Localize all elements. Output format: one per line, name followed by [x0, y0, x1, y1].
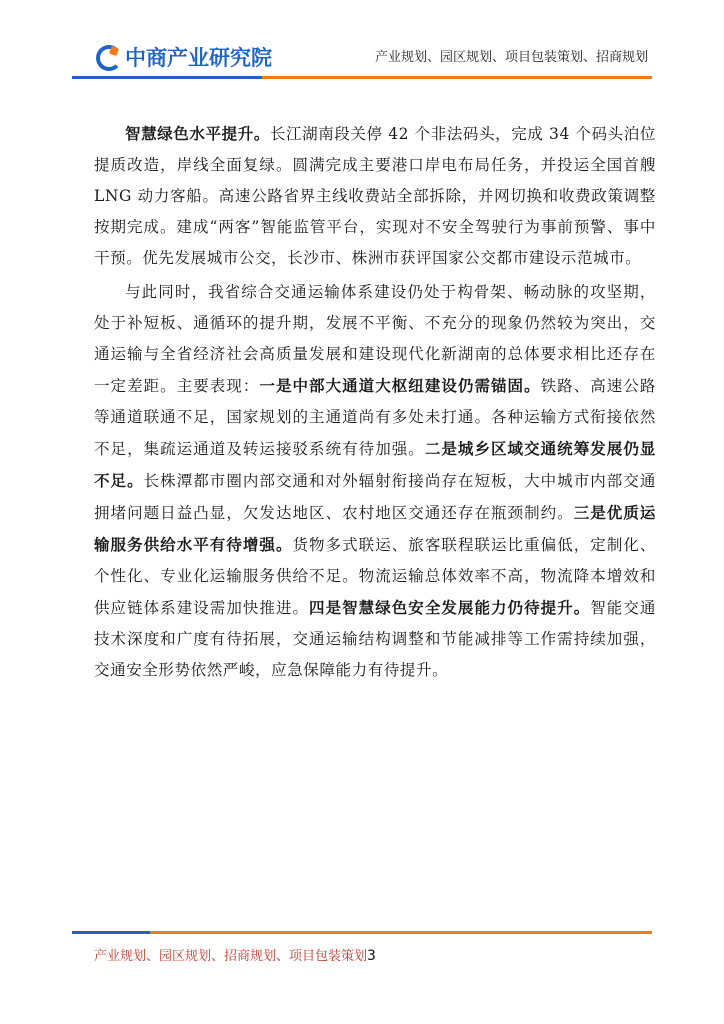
company-logo [94, 40, 272, 74]
bold-heading-text: 智慧绿色水平提升。 [125, 124, 270, 143]
footer-divider-blue [72, 931, 150, 934]
logo-text: 中商产业研究院 [125, 46, 272, 70]
paragraph [94, 118, 656, 274]
page-header [0, 0, 724, 80]
body-text: 货物多式联运、旅客联程联运比重偏低，定制化、个性化、专业化运输服务供给不足。物流运输总体效率不高，物流降本增效和供应链体系建设需加快推进。 [94, 536, 657, 617]
body-text: 智能交通技术深度和广度有待拓展，交通运输结构调整和节能减排等工作需持续加强，交通安全形势依然严峻，应急保障能力有待提升。 [94, 599, 656, 679]
bold-heading-text: 四是智慧绿色安全发展能力仍待提升。 [309, 598, 591, 617]
logo-icon [94, 43, 122, 71]
paragraph [94, 277, 656, 686]
page-footer [94, 945, 376, 964]
bold-heading-text: 一是中部大通道大枢纽建设仍需锚固。 [259, 376, 541, 395]
footer-divider-orange [150, 931, 652, 934]
body-text: 长江湖南段关停 42 个非法码头，完成 34 个码头泊位提质改造，岸线全面复绿。圆满完成主要港口岸电布局任务，并投运全国首艘 LNG 动力客船。高速公路省界主线收费站全部拆除，并网切换和收费政策调整按期完成。建成“两客”智能监管平台，实现对不安全驾驶行为事前预警、事中干预。优先发展城市公交，长沙市、株洲市获评国家公交都市建设示范城市。 [94, 125, 656, 267]
body-text: 铁路、高速公路等通道联通不足，国家规划的主通道尚有多处未打通。各种运输方式衔接依然不足，集疏运通道及转运接驳系统有待加强。 [94, 377, 656, 458]
document-body [94, 118, 656, 686]
footer-tagline: 产业规划、园区规划、招商规划、项目包装策划 [94, 949, 368, 964]
header-divider-orange [262, 76, 652, 79]
header-divider-blue [72, 76, 262, 79]
body-text: 长株潭都市圈内部交通和对外辐射衔接尚存在短板，大中城市内部交通拥堵问题日益凸显，欠发达地区、农村地区交通还存在瓶颈制约。 [94, 472, 656, 522]
page-number: 3 [367, 948, 376, 964]
bold-heading-text: 三是优质运输服务供给水平有待增强。 [94, 503, 656, 554]
header-tagline: 产业规划、园区规划、项目包装策划、招商规划 [374, 50, 648, 65]
body-text: 与此同时，我省综合交通运输体系建设仍处于构骨架、畅动脉的攻坚期，处于补短板、通循环的提升期，发展不平衡、不充分的现象仍然较为突出，交通运输与全省经济社会高质量发展和建设现代化新湖南的总体要求相比还存在一定差距。主要表现： [94, 283, 656, 395]
bold-heading-text: 二是城乡区域交通统筹发展仍显不足。 [94, 439, 656, 490]
